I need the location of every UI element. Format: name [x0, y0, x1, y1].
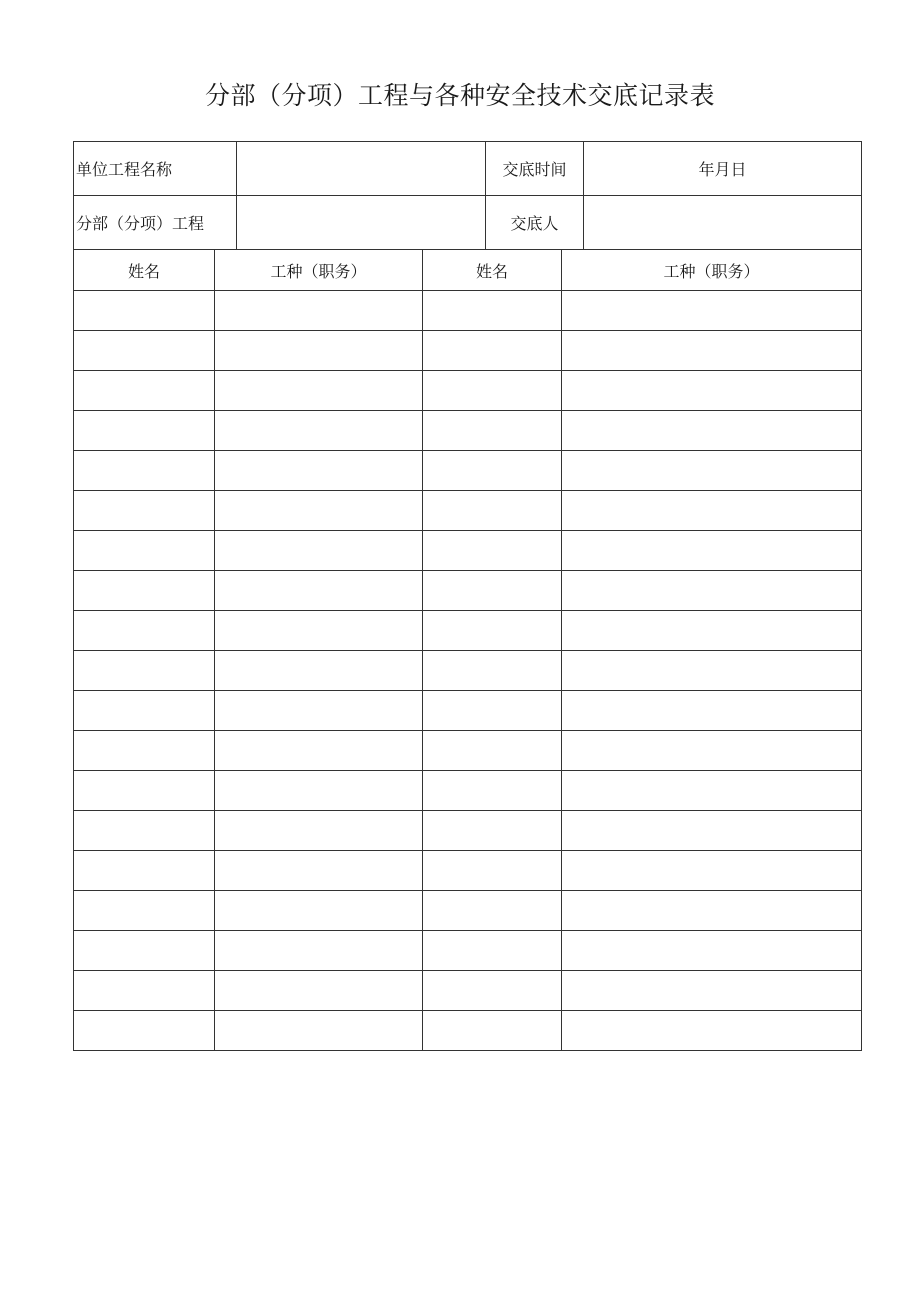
table-row [74, 731, 862, 771]
table-row [74, 451, 862, 491]
briefer-field[interactable] [584, 196, 862, 250]
table-row [74, 331, 862, 371]
table-row [74, 411, 862, 451]
table-row [74, 291, 862, 331]
name-cell-2[interactable] [423, 891, 562, 931]
job-cell-2[interactable] [562, 1011, 862, 1051]
header-name-2: 姓名 [423, 250, 562, 291]
name-cell-1[interactable] [74, 971, 215, 1011]
subproject-label: 分部（分项）工程 [74, 196, 237, 250]
job-cell-2[interactable] [562, 451, 862, 491]
job-cell-1[interactable] [215, 1011, 423, 1051]
name-cell-2[interactable] [423, 451, 562, 491]
table-row [74, 371, 862, 411]
table-row [74, 611, 862, 651]
job-cell-2[interactable] [562, 491, 862, 531]
job-cell-1[interactable] [215, 451, 423, 491]
name-cell-1[interactable] [74, 891, 215, 931]
job-cell-2[interactable] [562, 851, 862, 891]
subproject-field[interactable] [237, 196, 486, 250]
name-cell-1[interactable] [74, 931, 215, 971]
name-cell-1[interactable] [74, 531, 215, 571]
table-row [74, 771, 862, 811]
name-cell-1[interactable] [74, 291, 215, 331]
name-cell-2[interactable] [423, 971, 562, 1011]
table-row [74, 571, 862, 611]
job-cell-1[interactable] [215, 851, 423, 891]
name-cell-1[interactable] [74, 611, 215, 651]
name-cell-2[interactable] [423, 611, 562, 651]
briefer-label: 交底人 [486, 196, 584, 250]
job-cell-2[interactable] [562, 691, 862, 731]
job-cell-2[interactable] [562, 411, 862, 451]
job-cell-2[interactable] [562, 931, 862, 971]
job-cell-2[interactable] [562, 651, 862, 691]
name-cell-2[interactable] [423, 691, 562, 731]
table-row [74, 491, 862, 531]
name-cell-1[interactable] [74, 491, 215, 531]
job-cell-1[interactable] [215, 811, 423, 851]
name-cell-1[interactable] [74, 571, 215, 611]
job-cell-1[interactable] [215, 291, 423, 331]
unit-project-field[interactable] [237, 142, 486, 196]
job-cell-2[interactable] [562, 531, 862, 571]
briefing-time-field[interactable]: 年月日 [584, 142, 862, 196]
document-title: 分部（分项）工程与各种安全技术交底记录表 [204, 81, 715, 110]
table-row [74, 851, 862, 891]
job-cell-2[interactable] [562, 371, 862, 411]
job-cell-1[interactable] [215, 411, 423, 451]
name-cell-2[interactable] [423, 1011, 562, 1051]
table-row [74, 1011, 862, 1051]
job-cell-1[interactable] [215, 891, 423, 931]
name-cell-1[interactable] [74, 411, 215, 451]
roster-table [73, 249, 862, 1051]
briefing-time-label: 交底时间 [486, 142, 584, 196]
name-cell-2[interactable] [423, 491, 562, 531]
name-cell-1[interactable] [74, 691, 215, 731]
table-row [74, 811, 862, 851]
roster-header-row [74, 250, 862, 291]
header-name-1: 姓名 [74, 250, 215, 291]
header-job-1: 工种（职务） [215, 250, 423, 291]
job-cell-1[interactable] [215, 611, 423, 651]
header-job-2: 工种（职务） [562, 250, 862, 291]
name-cell-1[interactable] [74, 651, 215, 691]
table-row [74, 931, 862, 971]
job-cell-1[interactable] [215, 691, 423, 731]
table-row [74, 651, 862, 691]
name-cell-1[interactable] [74, 771, 215, 811]
roster-body [74, 291, 862, 1051]
unit-project-label: 单位工程名称 [74, 142, 237, 196]
job-cell-2[interactable] [562, 611, 862, 651]
name-cell-2[interactable] [423, 771, 562, 811]
job-cell-1[interactable] [215, 771, 423, 811]
job-cell-1[interactable] [215, 331, 423, 371]
job-cell-1[interactable] [215, 931, 423, 971]
name-cell-2[interactable] [423, 291, 562, 331]
name-cell-2[interactable] [423, 931, 562, 971]
job-cell-2[interactable] [562, 771, 862, 811]
name-cell-2[interactable] [423, 651, 562, 691]
job-cell-2[interactable] [562, 971, 862, 1011]
name-cell-1[interactable] [74, 731, 215, 771]
job-cell-1[interactable] [215, 971, 423, 1011]
name-cell-1[interactable] [74, 1011, 215, 1051]
job-cell-1[interactable] [215, 531, 423, 571]
job-cell-2[interactable] [562, 891, 862, 931]
name-cell-1[interactable] [74, 371, 215, 411]
name-cell-2[interactable] [423, 851, 562, 891]
job-cell-1[interactable] [215, 491, 423, 531]
name-cell-2[interactable] [423, 571, 562, 611]
job-cell-1[interactable] [215, 371, 423, 411]
job-cell-2[interactable] [562, 731, 862, 771]
name-cell-2[interactable] [423, 331, 562, 371]
info-row-subproject [74, 196, 862, 250]
table-row [74, 891, 862, 931]
job-cell-2[interactable] [562, 811, 862, 851]
name-cell-1[interactable] [74, 851, 215, 891]
job-cell-2[interactable] [562, 331, 862, 371]
table-row [74, 971, 862, 1011]
name-cell-2[interactable] [423, 531, 562, 571]
name-cell-1[interactable] [74, 451, 215, 491]
table-row [74, 531, 862, 571]
info-row-unit [74, 142, 862, 196]
name-cell-2[interactable] [423, 411, 562, 451]
name-cell-1[interactable] [74, 811, 215, 851]
job-cell-1[interactable] [215, 571, 423, 611]
name-cell-1[interactable] [74, 331, 215, 371]
info-table [73, 141, 862, 250]
job-cell-1[interactable] [215, 651, 423, 691]
job-cell-2[interactable] [562, 571, 862, 611]
job-cell-2[interactable] [562, 291, 862, 331]
name-cell-2[interactable] [423, 811, 562, 851]
name-cell-2[interactable] [423, 731, 562, 771]
table-row [74, 691, 862, 731]
name-cell-2[interactable] [423, 371, 562, 411]
job-cell-1[interactable] [215, 731, 423, 771]
